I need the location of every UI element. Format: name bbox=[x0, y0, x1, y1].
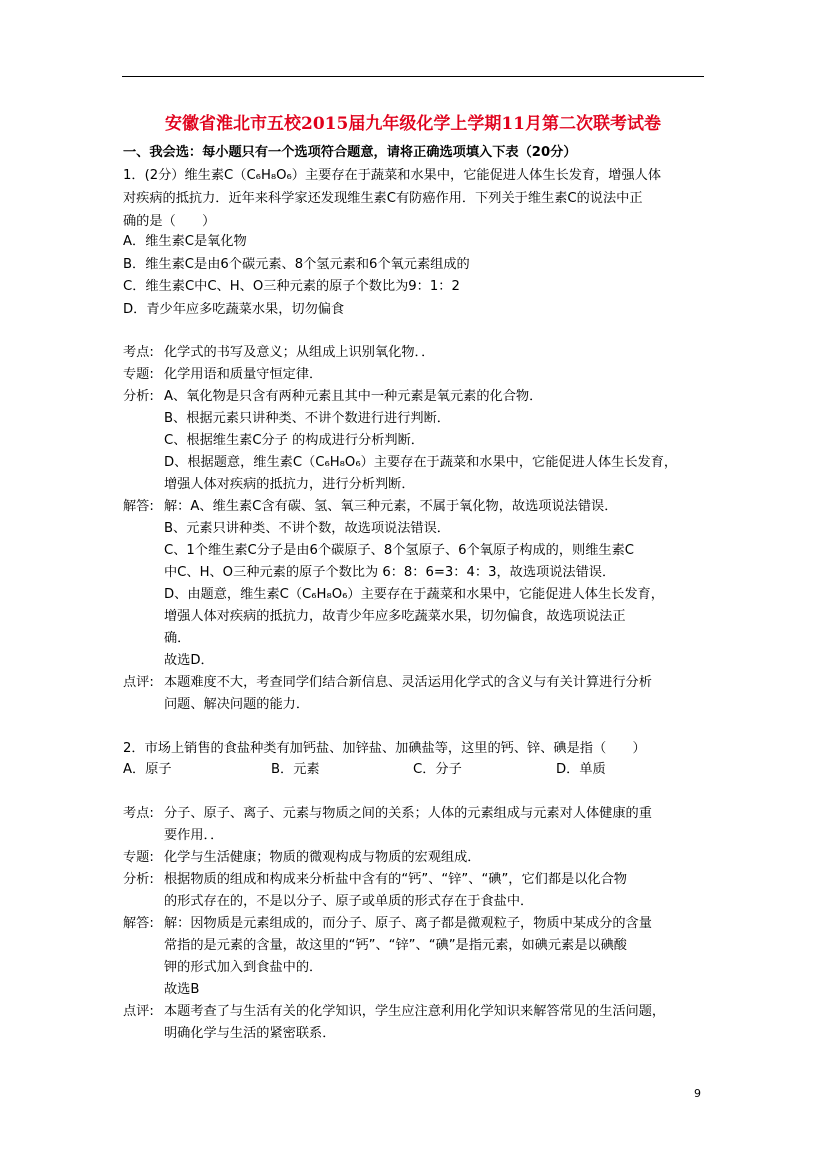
q1-option-b: B．维生素C是由6个碳元素、8个氢元素和6个氧元素组成的 bbox=[123, 257, 470, 272]
q1-stem-line: 对疾病的抵抗力．近年来科学家还发现维生素C有防癌作用．下列关于维生素C的说法中正 bbox=[123, 191, 643, 206]
q2-jieda-line: 解：因物质是元素组成的，而分子、原子、离子都是微观粒子，物质中某成分的含量 bbox=[164, 916, 652, 931]
q1-jieda-line: 确． bbox=[164, 631, 191, 646]
q1-stem-line: 确的是（ ） bbox=[123, 214, 216, 229]
section-heading: 一、我会选：每小题只有一个选项符合题意，请将正确选项填入下表（20分） bbox=[123, 145, 577, 160]
q1-dianping-line: 本题难度不大，考查同学们结合新信息、灵活运用化学式的含义与有关计算进行分析 bbox=[164, 675, 652, 690]
q1-jieda-line: 中C、H、O三种元素的原子个数比为 6：8：6=3：4：3，故选项说法错误． bbox=[164, 565, 616, 580]
q1-jieda-line: D、由题意，维生素C（C₆H₈O₆）主要存在于蔬菜和水果中，它能促进人体生长发育， bbox=[164, 587, 664, 602]
q1-dianping-line: 问题、解决问题的能力． bbox=[164, 697, 310, 712]
q2-jieda-line: 常指的是元素的含量，故这里的“钙”、“锌”、“碘”是指元素，如碘元素是以碘酸 bbox=[164, 938, 627, 953]
q1-kaodian-text: 化学式的书写及意义；从组成上识别氧化物．． bbox=[164, 345, 435, 360]
q2-option-a: A．原子 bbox=[123, 762, 172, 777]
q1-fenxi-line: A、氧化物是只含有两种元素且其中一种元素是氧元素的化合物． bbox=[164, 389, 543, 404]
q1-option-a: A．维生素C是氧化物 bbox=[123, 234, 247, 249]
q2-kaodian-line: 分子、原子、离子、元素与物质之间的关系；人体的元素组成与元素对人体健康的重 bbox=[164, 806, 652, 821]
q2-jieda-label: 解答: bbox=[123, 916, 154, 931]
q1-fenxi-line: D、根据题意，维生素C（C₆H₈O₆）主要存在于蔬菜和水果中，它能促进人体生长发育， bbox=[164, 455, 678, 470]
q1-fenxi-line: B、根据元素只讲种类、不讲个数进行进行判断． bbox=[164, 411, 450, 426]
q1-option-c: C．维生素C中C、H、O三种元素的原子个数比为9：1：2 bbox=[123, 279, 460, 294]
q2-stem: 2．市场上销售的食盐种类有加钙盐、加锌盐、加碘盐等，这里的钙、锌、碘是指（ ） bbox=[123, 741, 646, 756]
q1-zhuanti-text: 化学用语和质量守恒定律． bbox=[164, 367, 323, 382]
q2-dianping-line: 本题考查了与生活有关的化学知识，学生应注意利用化学知识来解答常见的生活问题， bbox=[164, 1004, 666, 1019]
header-rule bbox=[122, 76, 704, 77]
q2-kaodian-label: 考点: bbox=[123, 806, 154, 821]
page-number: 9 bbox=[694, 1087, 701, 1100]
q2-zhuanti-text: 化学与生活健康；物质的微观构成与物质的宏观组成． bbox=[164, 850, 481, 865]
q2-dianping-label: 点评: bbox=[123, 1004, 154, 1019]
q1-fenxi-label: 分析: bbox=[123, 389, 154, 404]
q1-answer: 故选D． bbox=[164, 653, 214, 668]
q1-stem-line: 1．(2分）维生素C（C₆H₈O₆）主要存在于蔬菜和水果中，它能促进人体生长发育，增强人体 bbox=[123, 168, 662, 183]
q2-option-d: D．单质 bbox=[556, 762, 606, 777]
q2-option-b: B．元素 bbox=[271, 762, 320, 777]
q2-dianping-line: 明确化学与生活的紧密联系． bbox=[164, 1026, 336, 1041]
q1-fenxi-line: 增强人体对疾病的抵抗力，进行分析判断． bbox=[164, 477, 415, 492]
q1-jieda-line: 解：A、维生素C含有碳、氢、氧三种元素，不属于氧化物，故选项说法错误． bbox=[164, 499, 618, 514]
q2-fenxi-line: 根据物质的组成和构成来分析盐中含有的“钙”、“锌”、“碘”，它们都是以化合物 bbox=[164, 872, 627, 887]
q1-jieda-line: B、元素只讲种类、不讲个数，故选项说法错误． bbox=[164, 521, 450, 536]
q2-answer: 故选B bbox=[164, 982, 200, 997]
q1-jieda-label: 解答: bbox=[123, 499, 154, 514]
q2-zhuanti-label: 专题: bbox=[123, 850, 154, 865]
q2-option-c: C．分子 bbox=[413, 762, 462, 777]
q1-kaodian-label: 考点: bbox=[123, 345, 154, 360]
document-title: 安徽省淮北市五校2015届九年级化学上学期11月第二次联考试卷 bbox=[165, 114, 661, 134]
q1-fenxi-line: C、根据维生素C分子 的构成进行分析判断． bbox=[164, 433, 424, 448]
q2-kaodian-line: 要作用．． bbox=[164, 828, 224, 843]
q1-jieda-line: C、1个维生素C分子是由6个碳原子、8个氢原子、6个氧原子构成的，则维生素C bbox=[164, 543, 634, 558]
q2-jieda-line: 钾的形式加入到食盐中的． bbox=[164, 960, 323, 975]
q1-zhuanti-label: 专题: bbox=[123, 367, 154, 382]
q2-fenxi-label: 分析: bbox=[123, 872, 154, 887]
q2-fenxi-line: 的形式存在的，不是以分子、原子或单质的形式存在于食盐中． bbox=[164, 894, 534, 909]
q1-dianping-label: 点评: bbox=[123, 675, 154, 690]
q1-jieda-line: 增强人体对疾病的抵抗力，故青少年应多吃蔬菜水果，切勿偏食，故选项说法正 bbox=[164, 609, 626, 624]
q1-option-d: D．青少年应多吃蔬菜水果，切勿偏食 bbox=[123, 302, 345, 317]
